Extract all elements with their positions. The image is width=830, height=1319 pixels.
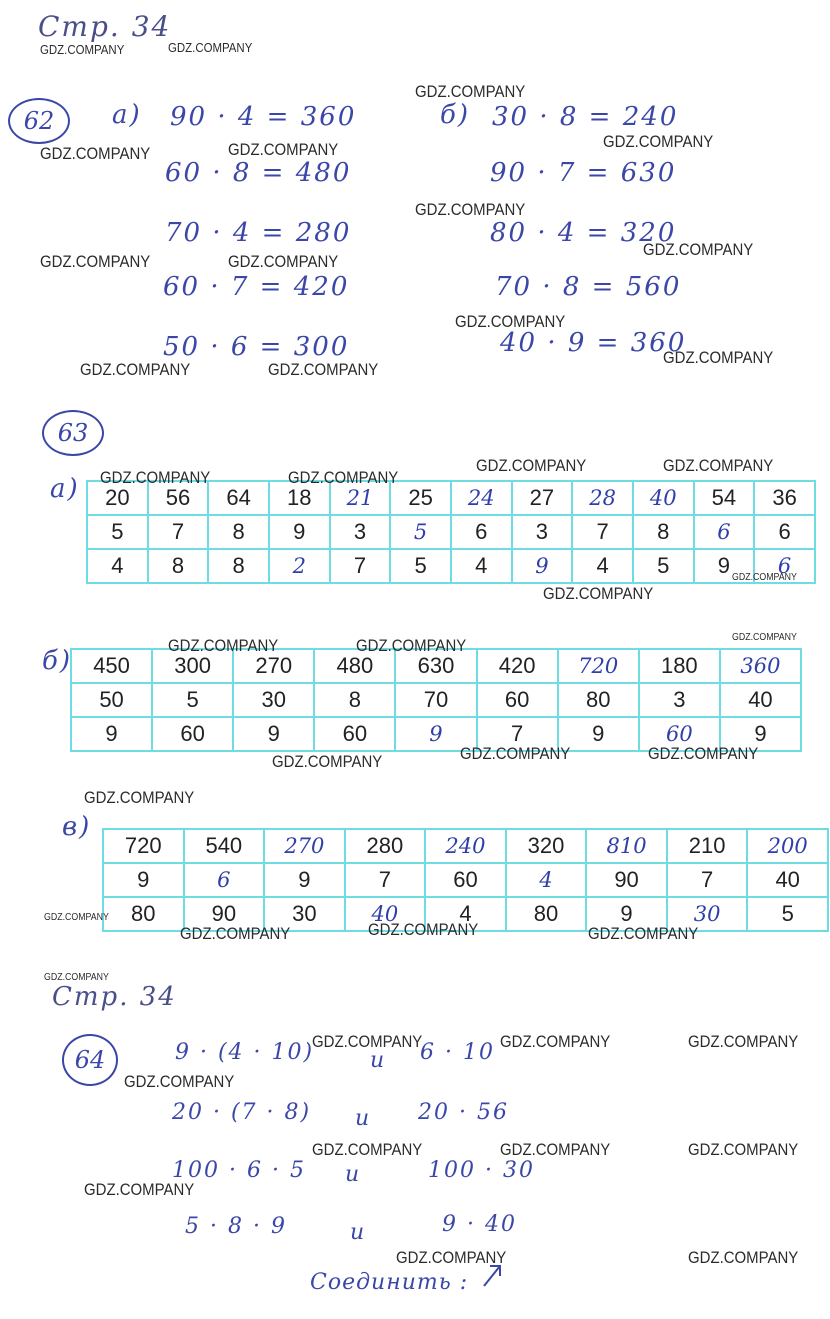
equation-b-4: 70 · 8 = 560: [495, 272, 682, 302]
table-cell: 7: [330, 549, 391, 583]
table-cell: 50: [71, 683, 152, 717]
table-cell: 6: [694, 515, 755, 549]
table-cell: 30: [667, 897, 748, 931]
table-cell: 6: [184, 863, 265, 897]
table-cell: 9: [558, 717, 639, 751]
table-cell: 40: [747, 863, 828, 897]
table-cell: 7: [477, 717, 558, 751]
watermark: GDZ.COMPANY: [40, 252, 151, 271]
watermark: GDZ.COMPANY: [228, 252, 339, 271]
equation-b-2: 90 · 7 = 630: [490, 158, 677, 188]
problem-62-number: 62: [8, 98, 70, 144]
pair-3-left: 100 · 6 · 5: [172, 1158, 306, 1183]
table-cell: 8: [208, 549, 269, 583]
watermark: GDZ.COMPANY: [272, 752, 383, 771]
table-cell: 3: [512, 515, 573, 549]
table-cell: 5: [747, 897, 828, 931]
table-cell: 9: [720, 717, 801, 751]
table-cell: 210: [667, 829, 748, 863]
table-cell: 5: [152, 683, 233, 717]
watermark: GDZ.COMPANY: [356, 636, 467, 655]
table-cell: 64: [208, 481, 269, 515]
table-cell: 90: [586, 863, 667, 897]
watermark: GDZ.COMPANY: [288, 468, 399, 487]
equation-a-1: 90 · 4 = 360: [170, 102, 357, 132]
table-cell: 40: [633, 481, 694, 515]
table-a-label: а): [50, 474, 80, 504]
table-a: [86, 480, 816, 584]
table-cell: 9: [264, 863, 345, 897]
equation-b-5: 40 · 9 = 360: [500, 328, 687, 358]
watermark: GDZ.COMPANY: [663, 456, 774, 475]
pair-2-conj: и: [355, 1106, 372, 1131]
table-cell: 20: [87, 481, 148, 515]
watermark: GDZ.COMPANY: [732, 632, 797, 643]
connect-instruction: Соединить :: [310, 1270, 469, 1295]
watermark: GDZ.COMPANY: [500, 1140, 611, 1159]
table-cell: 180: [639, 649, 720, 683]
table-cell: 21: [330, 481, 391, 515]
table-cell: 80: [506, 897, 587, 931]
table-cell: 7: [667, 863, 748, 897]
watermark: GDZ.COMPANY: [643, 240, 754, 259]
equation-b-1: 30 · 8 = 240: [492, 102, 679, 132]
watermark: GDZ.COMPANY: [460, 744, 571, 763]
table-row: [103, 829, 828, 863]
table-cell: 9: [512, 549, 573, 583]
table-cell: 30: [264, 897, 345, 931]
table-row: [71, 683, 801, 717]
table-cell: 40: [720, 683, 801, 717]
table-cell: 25: [390, 481, 451, 515]
table-cell: 7: [572, 515, 633, 549]
pair-1-left: 9 · (4 · 10): [175, 1040, 315, 1065]
table-cell: 320: [506, 829, 587, 863]
table-cell: 270: [264, 829, 345, 863]
table-cell: 2: [269, 549, 330, 583]
pair-4-right: 9 · 40: [442, 1212, 517, 1237]
table-cell: 4: [87, 549, 148, 583]
watermark: GDZ.COMPANY: [40, 42, 125, 57]
watermark: GDZ.COMPANY: [648, 744, 759, 763]
table-cell: 9: [586, 897, 667, 931]
pair-2-left: 20 · (7 · 8): [172, 1100, 312, 1125]
watermark: GDZ.COMPANY: [415, 82, 526, 101]
watermark: GDZ.COMPANY: [84, 1180, 195, 1199]
pair-3-conj: и: [345, 1162, 362, 1187]
table-cell: 9: [395, 717, 476, 751]
table-cell: 360: [720, 649, 801, 683]
watermark: GDZ.COMPANY: [312, 1140, 423, 1159]
table-cell: 9: [71, 717, 152, 751]
page-heading-bottom: Стр. 34: [52, 982, 177, 1012]
problem-64-number: 64: [62, 1034, 118, 1086]
table-cell: 720: [103, 829, 184, 863]
problem-63-number: 63: [42, 410, 104, 456]
pair-4-left: 5 · 8 · 9: [185, 1214, 287, 1239]
table-cell: 24: [451, 481, 512, 515]
table-cell: 60: [477, 683, 558, 717]
watermark: GDZ.COMPANY: [124, 1072, 235, 1091]
table-cell: 54: [694, 481, 755, 515]
watermark: GDZ.COMPANY: [80, 360, 191, 379]
table-cell: 28: [572, 481, 633, 515]
table-cell: 60: [425, 863, 506, 897]
table-cell: 200: [747, 829, 828, 863]
watermark: GDZ.COMPANY: [44, 972, 109, 983]
equation-a-2: 60 · 8 = 480: [165, 158, 352, 188]
table-cell: 3: [330, 515, 391, 549]
table-cell: 420: [477, 649, 558, 683]
table-cell: 720: [558, 649, 639, 683]
table-cell: 810: [586, 829, 667, 863]
table-cell: 9: [269, 515, 330, 549]
table-cell: 18: [269, 481, 330, 515]
table-cell: 70: [395, 683, 476, 717]
table-cell: 6: [754, 549, 815, 583]
watermark: GDZ.COMPANY: [312, 1032, 423, 1051]
table-cell: 60: [314, 717, 395, 751]
watermark: GDZ.COMPANY: [732, 572, 797, 583]
watermark: GDZ.COMPANY: [415, 200, 526, 219]
table-cell: 7: [148, 515, 209, 549]
table-cell: 8: [208, 515, 269, 549]
table-cell: 7: [345, 863, 426, 897]
pair-3-right: 100 · 30: [428, 1158, 535, 1183]
table-cell: 280: [345, 829, 426, 863]
watermark: GDZ.COMPANY: [168, 636, 279, 655]
equation-a-3: 70 · 4 = 280: [165, 218, 352, 248]
table-row: [103, 863, 828, 897]
table-cell: 300: [152, 649, 233, 683]
pair-4-conj: и: [350, 1220, 367, 1245]
table-cell: 5: [87, 515, 148, 549]
pair-1-conj: и: [370, 1048, 387, 1073]
watermark: GDZ.COMPANY: [168, 40, 253, 55]
table-cell: 4: [572, 549, 633, 583]
watermark: GDZ.COMPANY: [588, 924, 699, 943]
table-cell: 5: [633, 549, 694, 583]
table-cell: 4: [425, 897, 506, 931]
watermark: GDZ.COMPANY: [84, 788, 195, 807]
table-cell: 8: [148, 549, 209, 583]
table-cell: 6: [754, 515, 815, 549]
table-cell: 3: [639, 683, 720, 717]
table-cell: 240: [425, 829, 506, 863]
table-cell: 80: [103, 897, 184, 931]
table-cell: 5: [390, 549, 451, 583]
page-heading-top: Стр. 34: [38, 10, 172, 43]
table-cell: 80: [558, 683, 639, 717]
table-b: [70, 648, 802, 752]
watermark: GDZ.COMPANY: [368, 920, 479, 939]
table-cell: 60: [639, 717, 720, 751]
table-cell: 36: [754, 481, 815, 515]
table-cell: 630: [395, 649, 476, 683]
table-cell: 5: [390, 515, 451, 549]
pair-1-right: 6 · 10: [420, 1040, 495, 1065]
watermark: GDZ.COMPANY: [228, 140, 339, 159]
table-row: [87, 549, 815, 583]
equation-a-4: 60 · 7 = 420: [163, 272, 350, 302]
problem-62-part-b-label: б): [440, 100, 471, 130]
table-cell: 9: [694, 549, 755, 583]
table-cell: 56: [148, 481, 209, 515]
watermark: GDZ.COMPANY: [180, 924, 291, 943]
table-cell: 540: [184, 829, 265, 863]
table-cell: 6: [451, 515, 512, 549]
table-cell: 4: [506, 863, 587, 897]
table-b-label: б): [42, 646, 73, 676]
watermark: GDZ.COMPANY: [40, 144, 151, 163]
watermark: GDZ.COMPANY: [100, 468, 211, 487]
watermark: GDZ.COMPANY: [396, 1248, 507, 1267]
table-cell: 9: [233, 717, 314, 751]
table-cell: 40: [345, 897, 426, 931]
problem-62-part-a-label: а): [112, 100, 142, 130]
watermark: GDZ.COMPANY: [455, 312, 566, 331]
watermark: GDZ.COMPANY: [688, 1140, 799, 1159]
watermark: GDZ.COMPANY: [688, 1248, 799, 1267]
equation-b-3: 80 · 4 = 320: [490, 218, 677, 248]
watermark: GDZ.COMPANY: [603, 132, 714, 151]
watermark: GDZ.COMPANY: [663, 348, 774, 367]
table-cell: 8: [633, 515, 694, 549]
watermark: GDZ.COMPANY: [476, 456, 587, 475]
table-cell: 270: [233, 649, 314, 683]
table-cell: 90: [184, 897, 265, 931]
watermark: GDZ.COMPANY: [543, 584, 654, 603]
table-row: [87, 515, 815, 549]
table-v: [102, 828, 829, 932]
table-cell: 480: [314, 649, 395, 683]
table-cell: 450: [71, 649, 152, 683]
watermark: GDZ.COMPANY: [268, 360, 379, 379]
table-cell: 8: [314, 683, 395, 717]
watermark: GDZ.COMPANY: [688, 1032, 799, 1051]
pair-2-right: 20 · 56: [418, 1100, 509, 1125]
watermark: GDZ.COMPANY: [44, 912, 109, 923]
table-cell: 30: [233, 683, 314, 717]
table-cell: 27: [512, 481, 573, 515]
table-cell: 9: [103, 863, 184, 897]
watermark: GDZ.COMPANY: [500, 1032, 611, 1051]
equation-a-5: 50 · 6 = 300: [163, 332, 350, 362]
table-v-label: в): [62, 812, 92, 842]
table-cell: 60: [152, 717, 233, 751]
table-cell: 4: [451, 549, 512, 583]
